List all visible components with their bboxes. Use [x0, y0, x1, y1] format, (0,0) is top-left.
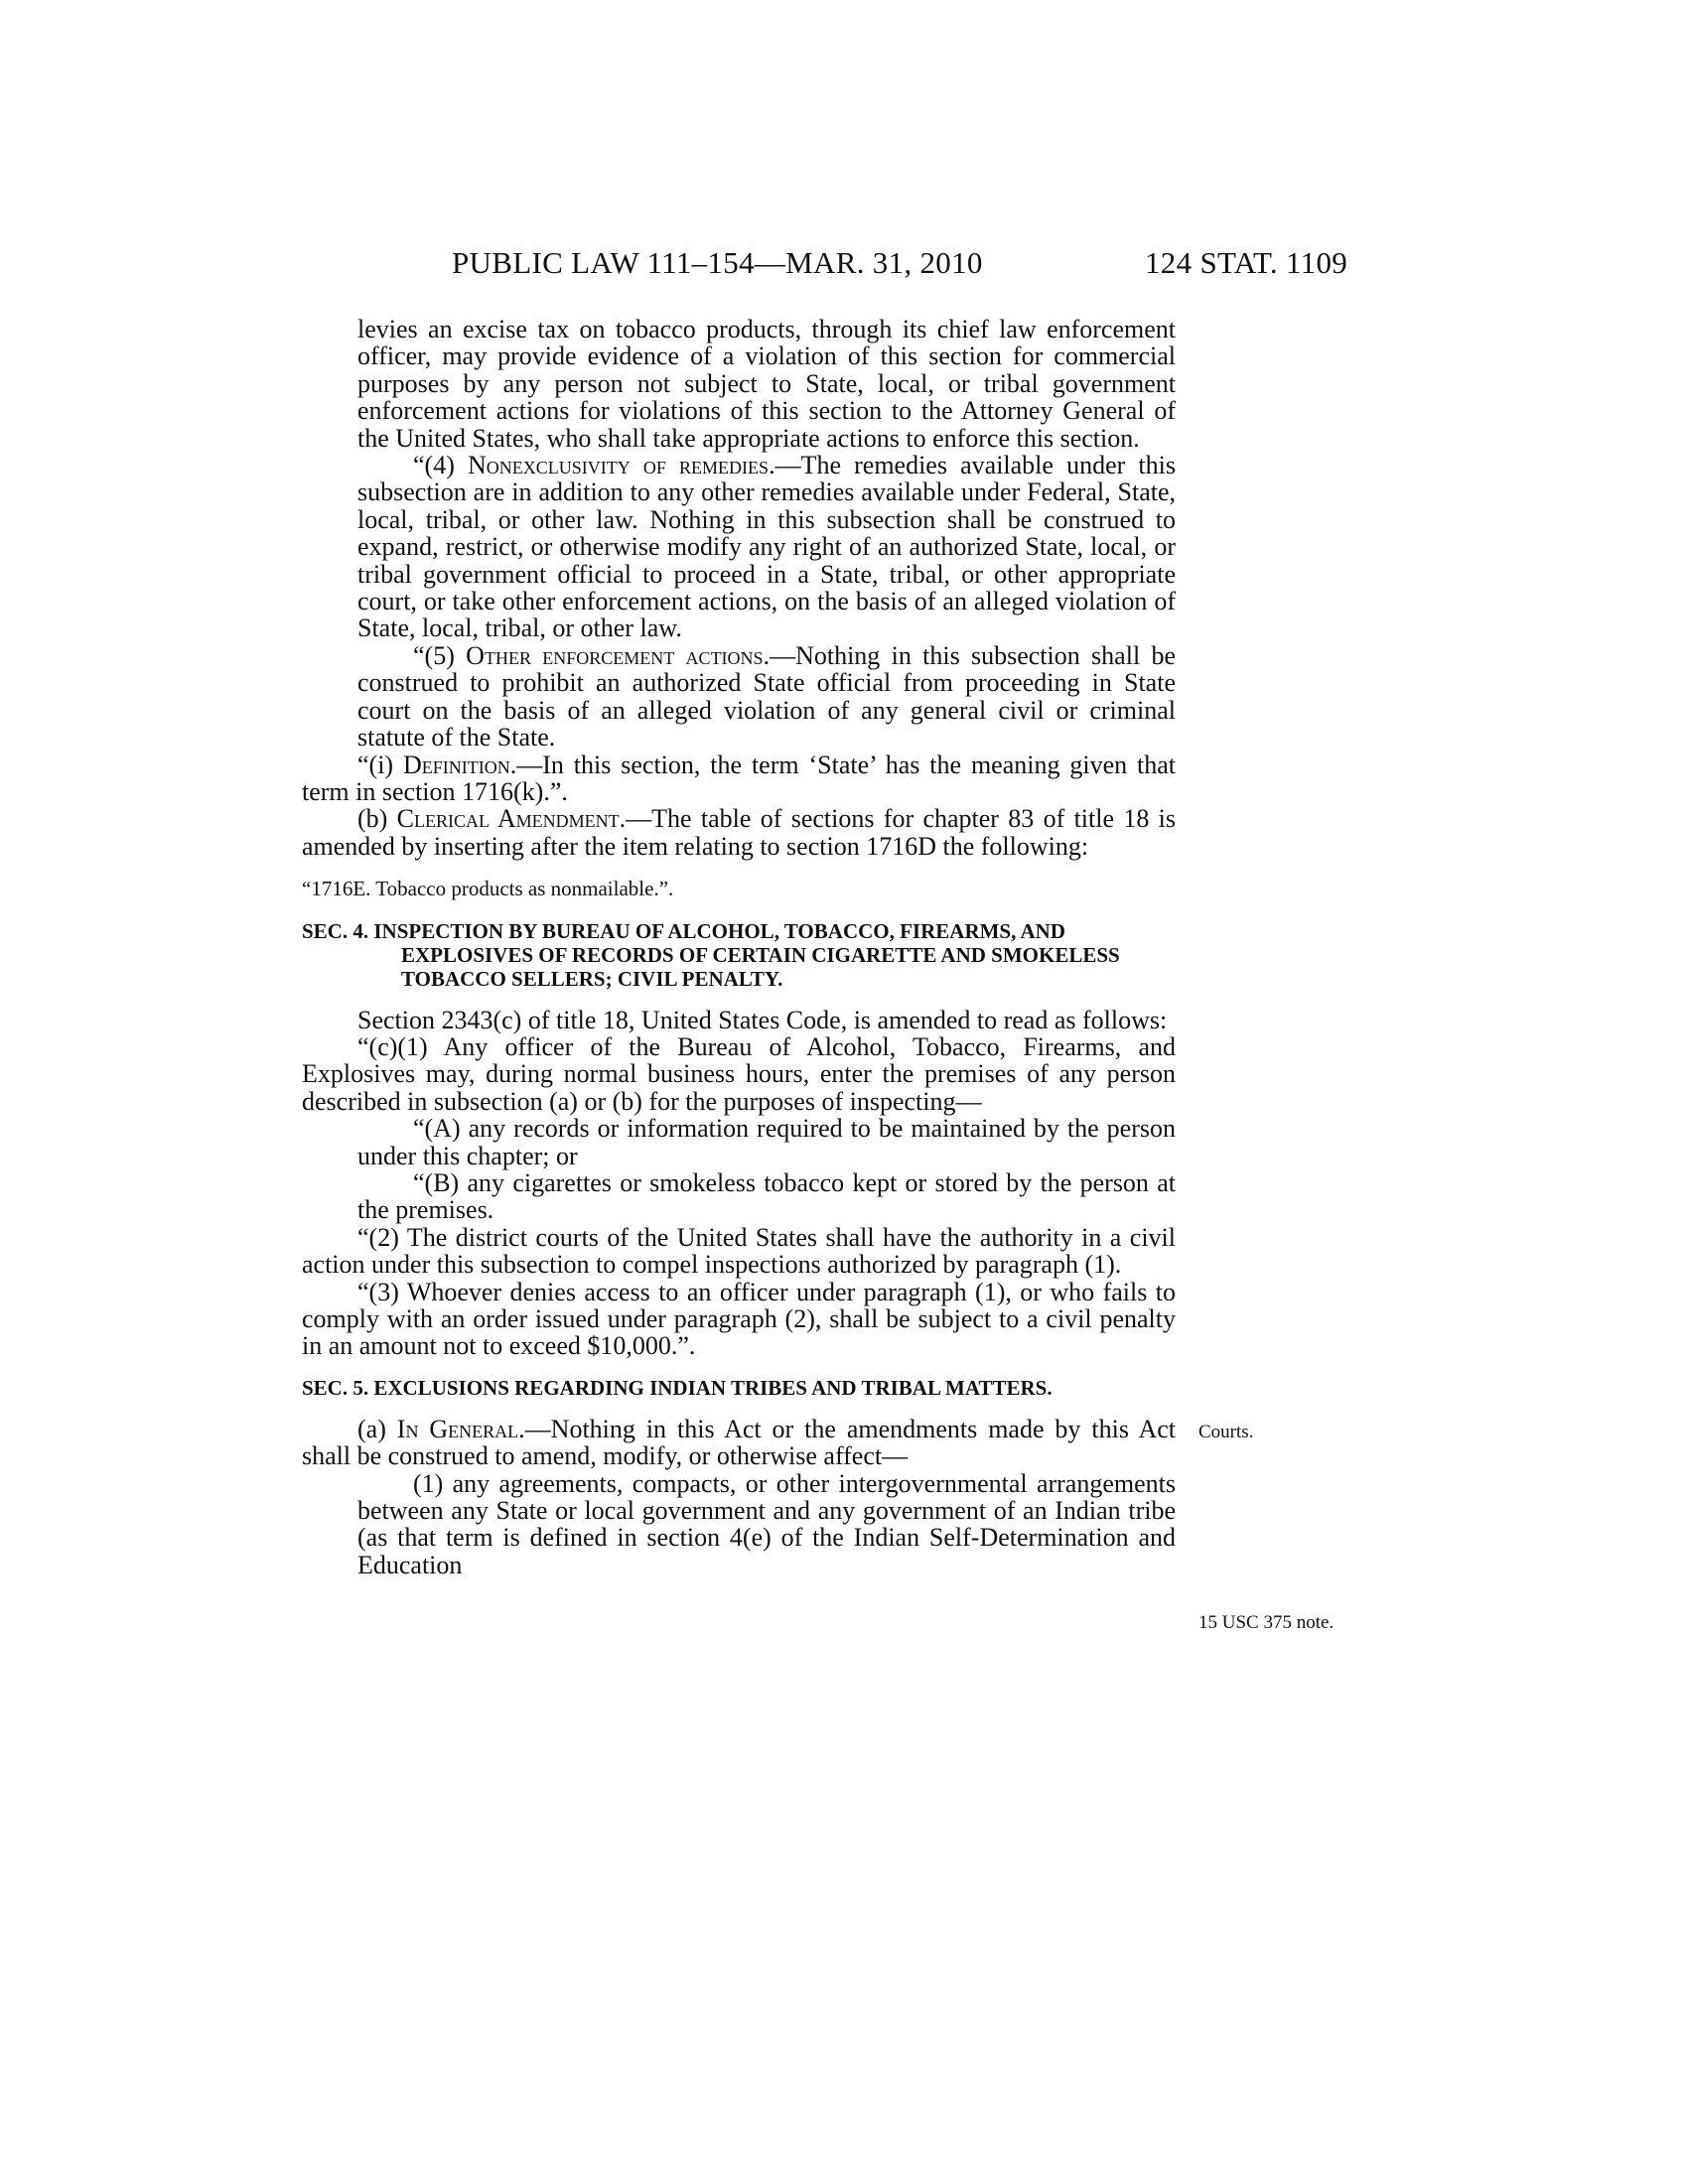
paragraph-number: (b) — [357, 804, 397, 834]
paragraph-heading: Nonexclusivity of remedies — [468, 451, 770, 480]
document-body — [302, 316, 1176, 1578]
paragraph-heading: Other enforcement actions — [466, 640, 764, 670]
paragraph — [302, 642, 1176, 751]
paragraph-number: (a) — [357, 1414, 397, 1443]
paragraph: levies an excise tax on tobacco products, through its chief law enforcement officer, may provide evidence of a violation of this section for commercial purposes by any person not subject to State, local, or tribal government enforcement actions for violations of this section to the Attorney General of the United States, who shall take appropriate actions to enforce this section. — [357, 315, 1176, 453]
spacer — [302, 991, 1176, 1007]
paragraph-heading: Definition — [402, 750, 510, 779]
paragraph — [302, 1416, 1176, 1470]
paragraph-text: .—The remedies available under this subsection are in addition to any other remedies available under Federal, State, local, tribal, or other law. Nothing in this subsection shall be construed to expand, restrict, or otherwise modify any right of an authorized State, local, or tribal government official to proceed in a State, tribal, or other appropriate court, or take other enforcement actions, on the basis of an alleged violation of State, local, tribal, or other law. — [357, 451, 1176, 643]
paragraph-text: .—Nothing in this subsection shall be construed to prohibit an authorized State official from proceeding in State court on the basis of an alleged violation of any general civil or criminal statute of the State. — [357, 640, 1177, 752]
paragraph — [302, 805, 1176, 860]
paragraph — [302, 751, 1176, 806]
paragraph: “(B) any cigarettes or smokeless tobacco kept or stored by the person at the premises. — [357, 1167, 1176, 1225]
paragraph-heading: Clerical Amendment — [396, 804, 620, 834]
paragraph: “(c)(1) Any officer of the Bureau of Alcohol, Tobacco, Firearms, and Explosives may, during normal business hours, enter the premises of any person described in subsection (a) or (b) for the purposes of inspecting— — [302, 1031, 1176, 1116]
paragraph — [302, 452, 1176, 642]
margin-note-usc: 15 USC 375 note. — [1198, 1612, 1335, 1633]
paragraph-number: “(i) — [357, 750, 403, 779]
running-header-left: PUBLIC LAW 111–154—MAR. 31, 2010 — [452, 245, 983, 280]
paragraph: “(2) The district courts of the United States shall have the authority in a civil action under this subsection to compel inspections authorized by paragraph (1). — [302, 1222, 1176, 1280]
paragraph-text: .—The table of sections for chapter 83 of title 18 is amended by inserting after the item relating to section 1716D the following: — [302, 804, 1176, 861]
paragraph-number: “(5) — [413, 640, 467, 670]
table-of-sections-item: “1716E. Tobacco products as nonmailable.”. — [302, 877, 674, 901]
paragraph-text: .—Nothing in this Act or the amendments made by this Act shall be construed to amend, modify, or otherwise affect— — [302, 1414, 1176, 1471]
section-heading: SEC. 4. INSPECTION BY BUREAU OF ALCOHOL, TOBACCO, FIREARMS, AND EXPLOSIVES OF RECORDS OF CERTAIN CIGARETTE AND SMOKELESS TOBACCO SELLERS; CIVIL PENALTY. — [302, 918, 1120, 991]
paragraph: “(3) Whoever denies access to an officer under paragraph (1), or who fails to comply with an order issued under paragraph (2), shall be subject to a civil penalty in an amount not to exceed $10,000.”. — [302, 1277, 1176, 1361]
paragraph-number: “(4) — [413, 451, 468, 480]
page-citation: 124 STAT. 1109 — [1145, 245, 1348, 280]
paragraph: Section 2343(c) of title 18, United States Code, is amended to read as follows: — [357, 1005, 1168, 1034]
spacer — [302, 1360, 1176, 1376]
spacer — [302, 1400, 1176, 1416]
margin-note-courts: Courts. — [1198, 1422, 1254, 1442]
paragraph-text: .—In this section, the term ‘State’ has the meaning given that term in section 1716(k).”. — [302, 750, 1176, 806]
paragraph-heading: In General — [396, 1414, 519, 1443]
paragraph: (1) any agreements, compacts, or other intergovernmental arrangements between any State or local government and any government of an Indian tribe (as that term is defined in section 4(e) of the Indian Self-Determination and Education — [357, 1468, 1176, 1579]
paragraph: “(A) any records or information required to be maintained by the person under this chapter; or — [357, 1114, 1176, 1170]
section-heading: SEC. 5. EXCLUSIONS REGARDING INDIAN TRIBES AND TRIBAL MATTERS. — [302, 1375, 1053, 1400]
